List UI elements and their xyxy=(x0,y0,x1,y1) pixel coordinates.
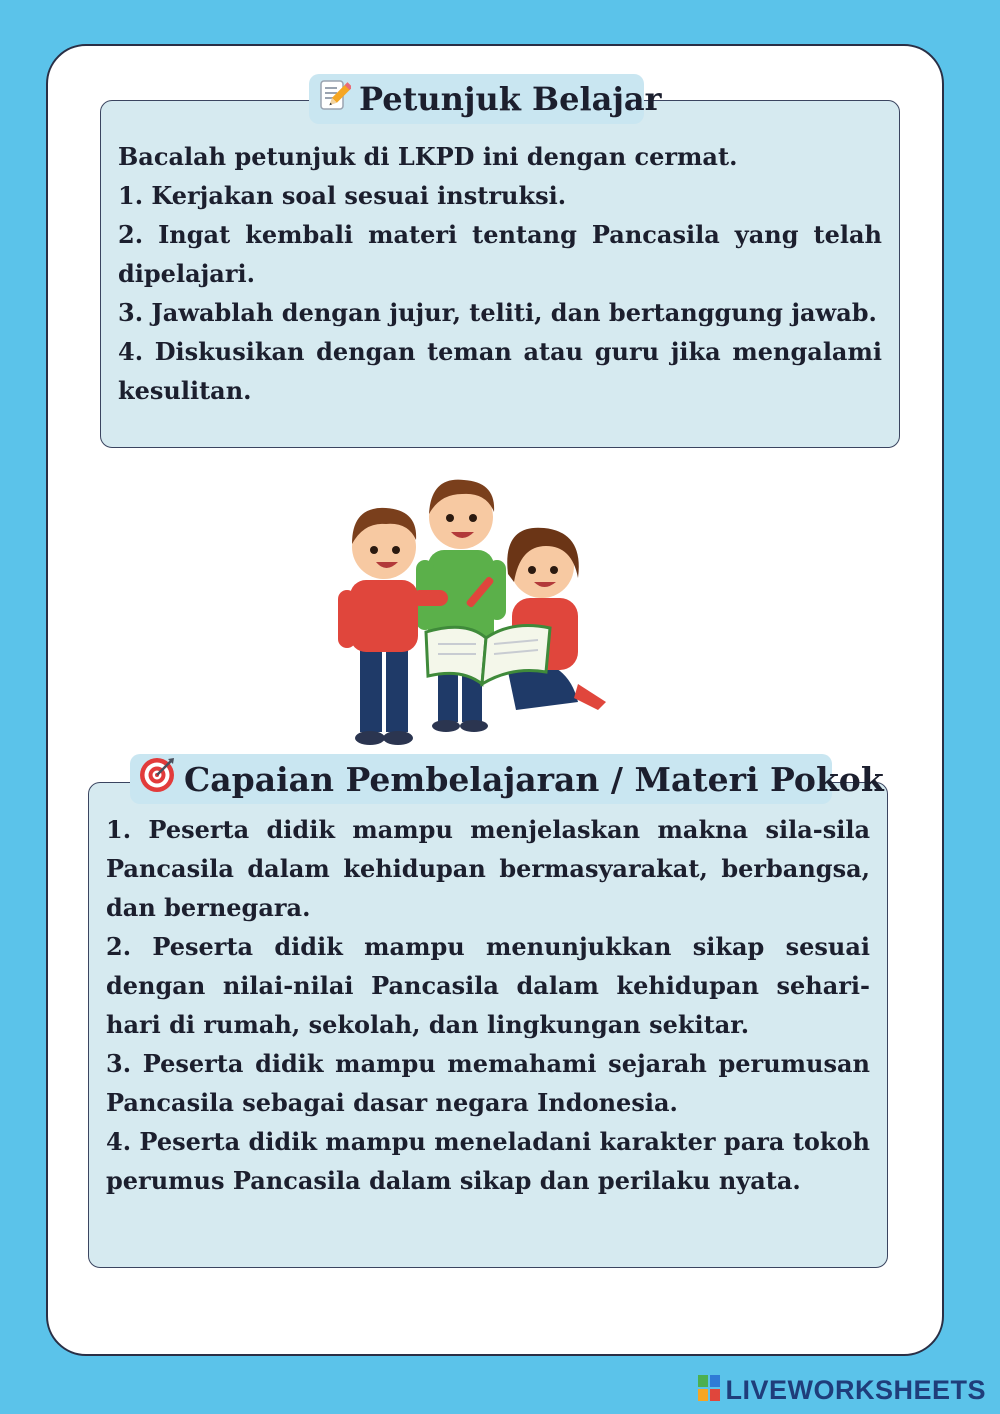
petunjuk-item: 1. Kerjakan soal sesuai instruksi. xyxy=(118,181,567,210)
capaian-item: 1. Peserta didik mampu menjelaskan makna sila-sila Pancasila dalam kehidupan bermasyarakat, berbangsa, dan bernegara. xyxy=(106,815,870,922)
children-reading-illustration xyxy=(316,462,638,754)
petunjuk-title-text: Petunjuk Belajar xyxy=(359,80,662,118)
memo-pencil-icon xyxy=(317,78,351,120)
petunjuk-item: 3. Jawablah dengan jujur, teliti, dan bertanggung jawab. xyxy=(118,298,877,327)
petunjuk-text xyxy=(118,137,882,410)
liveworksheets-icon xyxy=(698,1375,720,1405)
capaian-title-text: Capaian Pembelajaran / Materi Pokok xyxy=(184,759,884,799)
capaian-title xyxy=(130,754,884,804)
liveworksheets-logo[interactable] xyxy=(698,1372,986,1408)
target-icon xyxy=(138,756,176,802)
petunjuk-item: 4. Diskusikan dengan teman atau guru jika mengalami kesulitan. xyxy=(118,337,882,405)
petunjuk-intro: Bacalah petunjuk di LKPD ini dengan cermat. xyxy=(118,142,738,171)
capaian-item: 4. Peserta didik mampu meneladani karakter para tokoh perumus Pancasila dalam sikap dan perilaku nyata. xyxy=(106,1127,870,1195)
petunjuk-item: 2. Ingat kembali materi tentang Pancasila yang telah dipelajari. xyxy=(118,220,882,288)
capaian-item: 2. Peserta didik mampu menunjukkan sikap sesuai dengan nilai-nilai Pancasila dalam kehidupan sehari-hari di rumah, sekolah, dan lingkungan sekitar. xyxy=(106,932,870,1039)
girl-red-shirt xyxy=(506,528,606,710)
capaian-item: 3. Peserta didik mampu memahami sejarah perumusan Pancasila sebagai dasar negara Indonesia. xyxy=(106,1049,870,1117)
capaian-text xyxy=(106,810,870,1200)
petunjuk-title xyxy=(309,74,662,124)
liveworksheets-text: LIVEWORKSHEETS xyxy=(725,1374,986,1405)
